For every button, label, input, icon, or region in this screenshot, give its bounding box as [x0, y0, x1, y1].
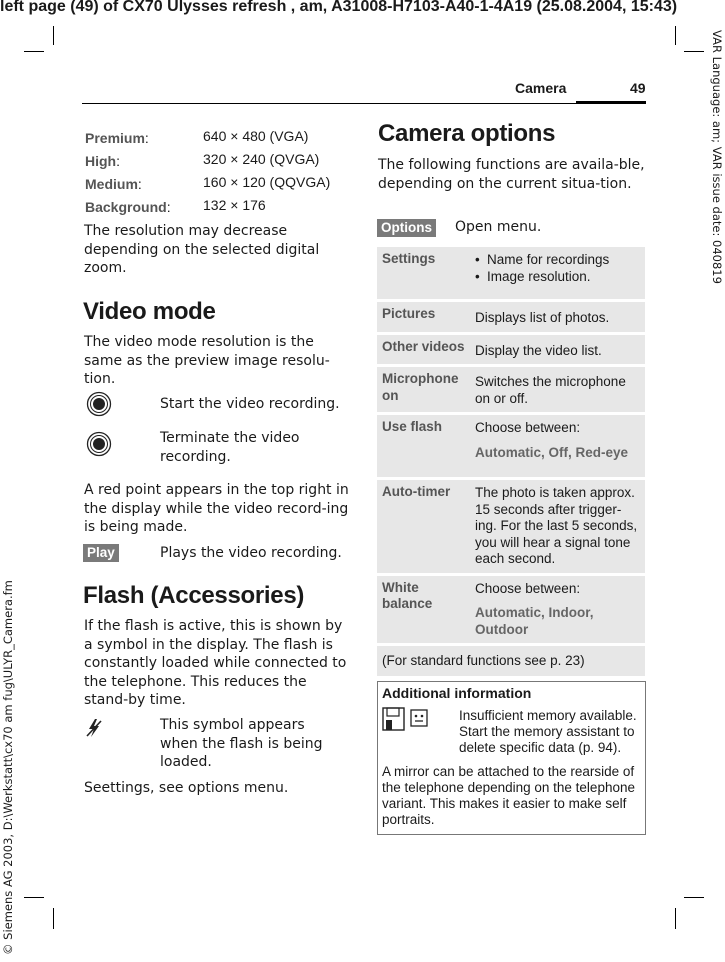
flash-intro: If the flash is active, this is shown by a symbol in the display. The flash is constantly loaded while connected to the telephone. This reduces the stand-by time. [84, 618, 347, 708]
crop-mark [24, 51, 44, 52]
flash-heading: Flash (Accessories) [83, 582, 305, 609]
memory-full-icon [382, 707, 434, 733]
option-description: The photo is taken approx. 15 seconds after trigger-ing. For the last 5 seconds, you will hear a signal tone each second. [470, 480, 645, 573]
option-choices: Automatic, Off, Red-eye [475, 444, 629, 460]
option-label: Auto-timer [377, 480, 470, 573]
flash-loading-icon [86, 718, 102, 738]
option-label: Use flash [377, 415, 470, 477]
nav-key-icon [86, 431, 112, 457]
play-text: Plays the video recording. [160, 545, 342, 561]
resolution-row: Background: 132 × 176 [85, 197, 266, 215]
option-row-settings[interactable] [377, 247, 645, 299]
resolution-value: 320 × 240 (QVGA) [203, 151, 320, 167]
crop-mark [684, 897, 704, 898]
list-item: • Name for recordings [475, 252, 641, 269]
crop-mark [24, 897, 44, 898]
option-description: Display the video list. [470, 335, 645, 365]
resolution-value: 160 × 120 (QQVGA) [203, 174, 331, 190]
resolution-row: Premium: 640 × 480 (VGA) [85, 128, 309, 146]
option-text: Choose between: [475, 420, 581, 435]
option-label: Other videos [377, 335, 470, 365]
crop-mark [675, 26, 676, 45]
option-row-pictures[interactable] [377, 302, 645, 332]
additional-info-box [377, 681, 646, 835]
option-label: White balance [377, 576, 470, 644]
option-label: Settings [377, 247, 470, 299]
option-row-white-balance[interactable] [377, 576, 645, 644]
crop-mark [684, 51, 704, 52]
option-row-microphone[interactable] [377, 367, 645, 412]
page-number: 49 [630, 80, 646, 96]
option-label: Pictures [377, 302, 470, 332]
flash-settings-text: Seettings, see options menu. [84, 780, 289, 796]
additional-info-heading: Additional information [382, 685, 532, 701]
option-text: Choose between: [475, 580, 581, 596]
start-recording-text: Start the video recording. [160, 396, 340, 412]
video-mode-intro: The video mode resolution is the same as the preview image resolu-tion. [84, 334, 330, 387]
camera-options-heading: Camera options [378, 120, 556, 147]
resolution-label: Background [85, 199, 167, 215]
options-table [377, 244, 645, 679]
option-row-use-flash[interactable] [377, 415, 645, 477]
option-choices: Automatic, Indoor, Outdoor [475, 605, 594, 637]
stop-recording-text: Terminate the video recording. [160, 430, 300, 465]
resolution-label: Medium [85, 176, 138, 192]
options-softkey[interactable]: Options [377, 219, 436, 237]
options-text: Open menu. [455, 219, 542, 235]
crop-mark [53, 908, 54, 929]
memory-info-text: Insufficient memory available. Start the memory assistant to delete specific data (p. 94). [459, 708, 637, 755]
camera-options-intro: The following functions are availa-ble, depending on the current situa-tion. [378, 157, 645, 192]
option-description: Switches the microphone on or off. [470, 367, 645, 412]
header-rule [82, 103, 646, 104]
play-softkey[interactable]: Play [83, 544, 119, 562]
options-footer: (For standard functions see p. 23) [377, 646, 645, 676]
option-row-auto-timer[interactable] [377, 480, 645, 573]
resolution-value: 640 × 480 (VGA) [203, 128, 309, 144]
resolution-value: 132 × 176 [203, 197, 266, 213]
option-description: Displays list of photos. [470, 302, 645, 332]
resolution-row: High: 320 × 240 (QVGA) [85, 151, 320, 169]
print-header: left page (49) of CX70 Ulysses refresh , am, A31008-H7103-A40-1-4A19 (25.08.2004, 15:43) [0, 0, 678, 15]
resolution-note: The resolution may decrease depending on the selected digital zoom. [84, 223, 320, 276]
side-text-right: VAR Language: am; VAR issue date: 040819 [710, 30, 724, 284]
page-title: Camera [515, 80, 567, 96]
option-description [470, 247, 645, 299]
list-item: • Image resolution. [475, 269, 641, 286]
video-mode-heading: Video mode [83, 298, 216, 325]
nav-key-icon [86, 391, 112, 417]
resolution-label: Premium [85, 130, 145, 146]
header-rule-thick [576, 101, 646, 104]
crop-mark [675, 908, 676, 929]
resolution-table [85, 128, 345, 220]
option-label: Microphone on [377, 367, 470, 412]
crop-mark [53, 26, 54, 45]
side-text-left: © Siemens AG 2003, D:\Werkstatt\cx70 am fug\ULYR_Camera.fm [1, 580, 15, 955]
option-row-footer [377, 646, 645, 676]
resolution-row: Medium: 160 × 120 (QQVGA) [85, 174, 331, 192]
resolution-label: High [85, 153, 117, 169]
red-point-text: A red point appears in the top right in the display while the video record-ing is being made. [84, 482, 349, 535]
option-description [470, 576, 645, 644]
option-row-other-videos[interactable] [377, 335, 645, 365]
mirror-info-text: A mirror can be attached to the rearside of the telephone depending on the telephone variant. This makes it easier to make self portraits. [382, 764, 635, 827]
flash-symbol-text: This symbol appears when the flash is being loaded. [160, 717, 323, 770]
option-description [470, 415, 645, 477]
